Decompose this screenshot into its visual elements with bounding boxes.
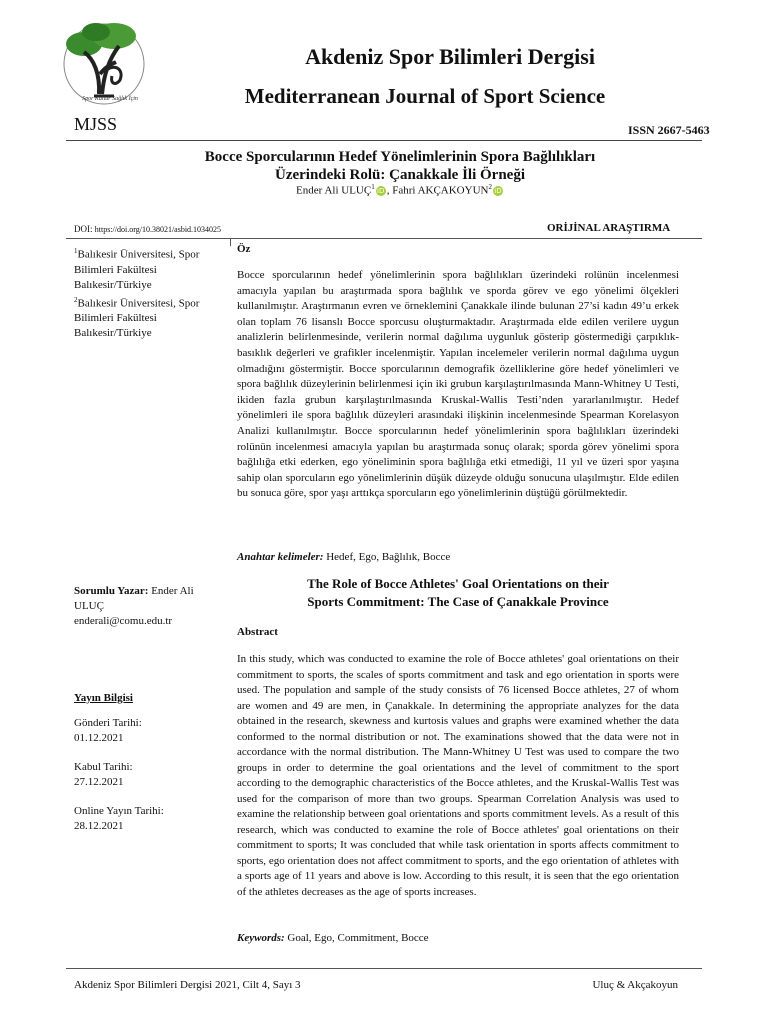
article-title-line1: Bocce Sporcularının Hedef Yönelimlerinin Spora Bağlılıkları	[204, 149, 596, 165]
corresponding-author	[74, 584, 224, 629]
author-2[interactable]: Fahri AKÇAKOYUN	[392, 184, 489, 197]
issn: ISSN 2667-5463	[628, 123, 710, 137]
date-submitted	[74, 716, 224, 746]
date-value: 01.12.2021	[74, 732, 124, 744]
date-label: Kabul Tarihi:	[74, 761, 133, 773]
abstract-heading: Abstract	[237, 626, 278, 638]
mjss-label: MJSS	[74, 114, 118, 134]
footer-authors: Uluç & Akçakoyun	[592, 979, 678, 991]
doi-line	[74, 224, 221, 234]
article-type-badge: ORİJİNAL ARAŞTIRMA	[547, 222, 671, 234]
keywords-tr	[237, 551, 679, 563]
journal-title-tr: Akdeniz Spor Bilimleri Dergisi	[305, 44, 595, 69]
author-list: Ender Ali ULUÇ$^1$ iD , Fahri AKÇAKOYUN$^2$ iD	[296, 183, 502, 197]
keywords-en-values: Goal, Ego, Commitment, Bocce	[287, 932, 429, 944]
header-divider	[66, 140, 702, 141]
date-label: Online Yayın Tarihi:	[74, 805, 164, 817]
date-online	[74, 804, 224, 834]
oz-heading: Öz	[237, 243, 251, 255]
keywords-tr-label: Anahtar kelimeler:	[237, 551, 324, 563]
doi-link[interactable]: https://doi.org/10.38021/asbid.1034025	[94, 225, 222, 234]
publication-dates	[74, 716, 224, 848]
corresponding-email[interactable]: enderali@comu.edu.tr	[74, 615, 173, 627]
english-title-line2: Sports Commitment: The Case of Çanakkale Province	[307, 594, 609, 609]
orcid-icon[interactable]: iD	[494, 186, 502, 195]
keywords-tr-values: Hedef, Ego, Bağlılık, Bocce	[326, 551, 451, 563]
footer-divider	[66, 968, 702, 969]
orcid-icon[interactable]: iD	[377, 186, 385, 195]
footer-citation: Akdeniz Spor Bilimleri Dergisi 2021, Cilt 4, Sayı 3	[74, 979, 301, 991]
date-value: 27.12.2021	[74, 776, 124, 788]
logo-caption: Spor Kültür Sağlık İçin	[82, 96, 138, 102]
english-title-line1: The Role of Bocce Athletes' Goal Orientations on their	[307, 576, 609, 591]
keywords-en-label: Keywords:	[237, 932, 285, 944]
affiliation-2	[74, 293, 224, 342]
author-2-sup: 2	[488, 183, 492, 191]
affiliation-1-text: Balıkesir Üniversitesi, Spor Bilimleri Fakültesi Balıkesir/Türkiye	[74, 248, 200, 291]
affiliation-1-sup: 1	[74, 247, 78, 255]
article-title	[130, 148, 670, 184]
author-1-sup: 1	[371, 183, 375, 191]
affiliation-1	[74, 244, 224, 293]
author-1[interactable]: Ender Ali ULUÇ	[296, 184, 372, 197]
publication-info-heading: Yayın Bilgisi	[74, 692, 133, 704]
date-accepted	[74, 760, 224, 790]
doi-label: DOI:	[74, 224, 93, 234]
column-divider	[230, 238, 231, 246]
date-label: Gönderi Tarihi:	[74, 717, 142, 729]
affiliation-2-sup: 2	[74, 295, 78, 304]
abstract-tr-text: Bocce sporcularının hedef yönelimlerinin spora bağlılıkları üzerindeki rolünün incelenmesi amacıyla yapılan bu araştırmada spora bağlılık ve sporda görev ve ego yönelimi ölçekleri kullanılmıştır. Araştırmanın evren ve örneklemini Çanakkale ilinde bulunan 27’si kadın 49’u erkek olan toplam 76 lisanslı Bocce sporcusu oluşturmaktadır. Araştırmada elde edilen verilere uygun analizlerin belirlenmesinde, verilerin normal dağılıma uygunluk gösterip göstermediği çarpıklık-basıklık değerleri ve grafikler incelenmiştir. Yapılan incelemeler verilerin normal dağılıma uygun olmadığını göstermiştir. Bocce sporcularının demografik özelliklerine göre hedef yönelimleri ve spora bağlılık düzeylerinin belirlenmesi için iki grubun karşılaştırılmasında Mann-Whitney U Testi, ikiden fazla grubun karşılaştırılmasında Kruskal-Wallis Testi’nden yararlanılmıştır. Hedef yönelimleri ile spora bağlılık düzeyleri arasındaki ilişkinin incelenmesinde Spearman Korelasyon Analizi kullanılmıştır. Bocce sporcularının hedef yönelimlerinin spora bağlılıkları üzerindeki rolünün incelenmesi amacıyla yapılan bu araştırmada sonuç olarak; sporda görev yönelimi spora bağlılığa etki ederken, ego yöneliminin spora bağlılığa etki etmediği, 11 yıl ve üzeri spor yaşına sahip olan sporcuların ego yönelimlerinin düşük düzeyde olduğu sonucuna ulaşılmıştır. Elde edilen bu sonuca göre, spor yaşı arttıkça sporcuların ego yönelimlerinin düştüğü görülmektedir.	[237, 269, 679, 500]
corresponding-name: Ender Ali ULUÇ	[74, 585, 194, 612]
article-title-line2: Üzerindeki Rolü: Çanakkale İli Örneği	[274, 167, 525, 183]
english-title	[237, 575, 679, 611]
affiliations	[74, 244, 224, 341]
section-divider	[66, 238, 702, 239]
corresponding-label: Sorumlu Yazar:	[74, 585, 149, 597]
keywords-en	[237, 932, 679, 944]
abstract-en-text: In this study, which was conducted to examine the role of Bocce athletes' goal orientations on their commitment to sports, the scales of sports commitment and task and ego orientation in sports were used. The population and sample of the study consists of 76 licensed Bocce athletes, 27 of whom are women and 49 are men, in Çanakkale. In determining the appropriate analyzes for the data obtained in the research, skewness and kurtosis values and graphs were examined whether the data conformed to the normal distribution or not. The examinations showed that the data were not in accordance with the normal distribution. The Mann-Whitney U Test was used to compare the two groups in order to determine the goal orientations and the level of commitment to the sport according to the demographic characteristics of the Bocce athletes, and the Kruskal-Wallis Test was used for the comparison of more than two groups. Spearman Correlation Analysis was used to examine the relationship between goal orientations and sports commitment levels. As a result of this research, which was conducted to examine the role of Bocce athletes' goal orientations on their commitment to sports; It was concluded that while task orientation in sports affects commitment to sports, ego orientation does not affect commitment to sports, and the ego orientation of athletes with a sports age of 11 years and above is low. According to this result, it is seen that the ego orientation of the athletes decreases as the age of sports increases.	[237, 653, 679, 898]
date-value: 28.12.2021	[74, 820, 124, 832]
affiliation-2-text: Balıkesir Üniversitesi, Spor Bilimleri Fakültesi Balıkesir/Türkiye	[74, 297, 200, 340]
journal-title-en: Mediterranean Journal of Sport Science	[244, 84, 606, 108]
